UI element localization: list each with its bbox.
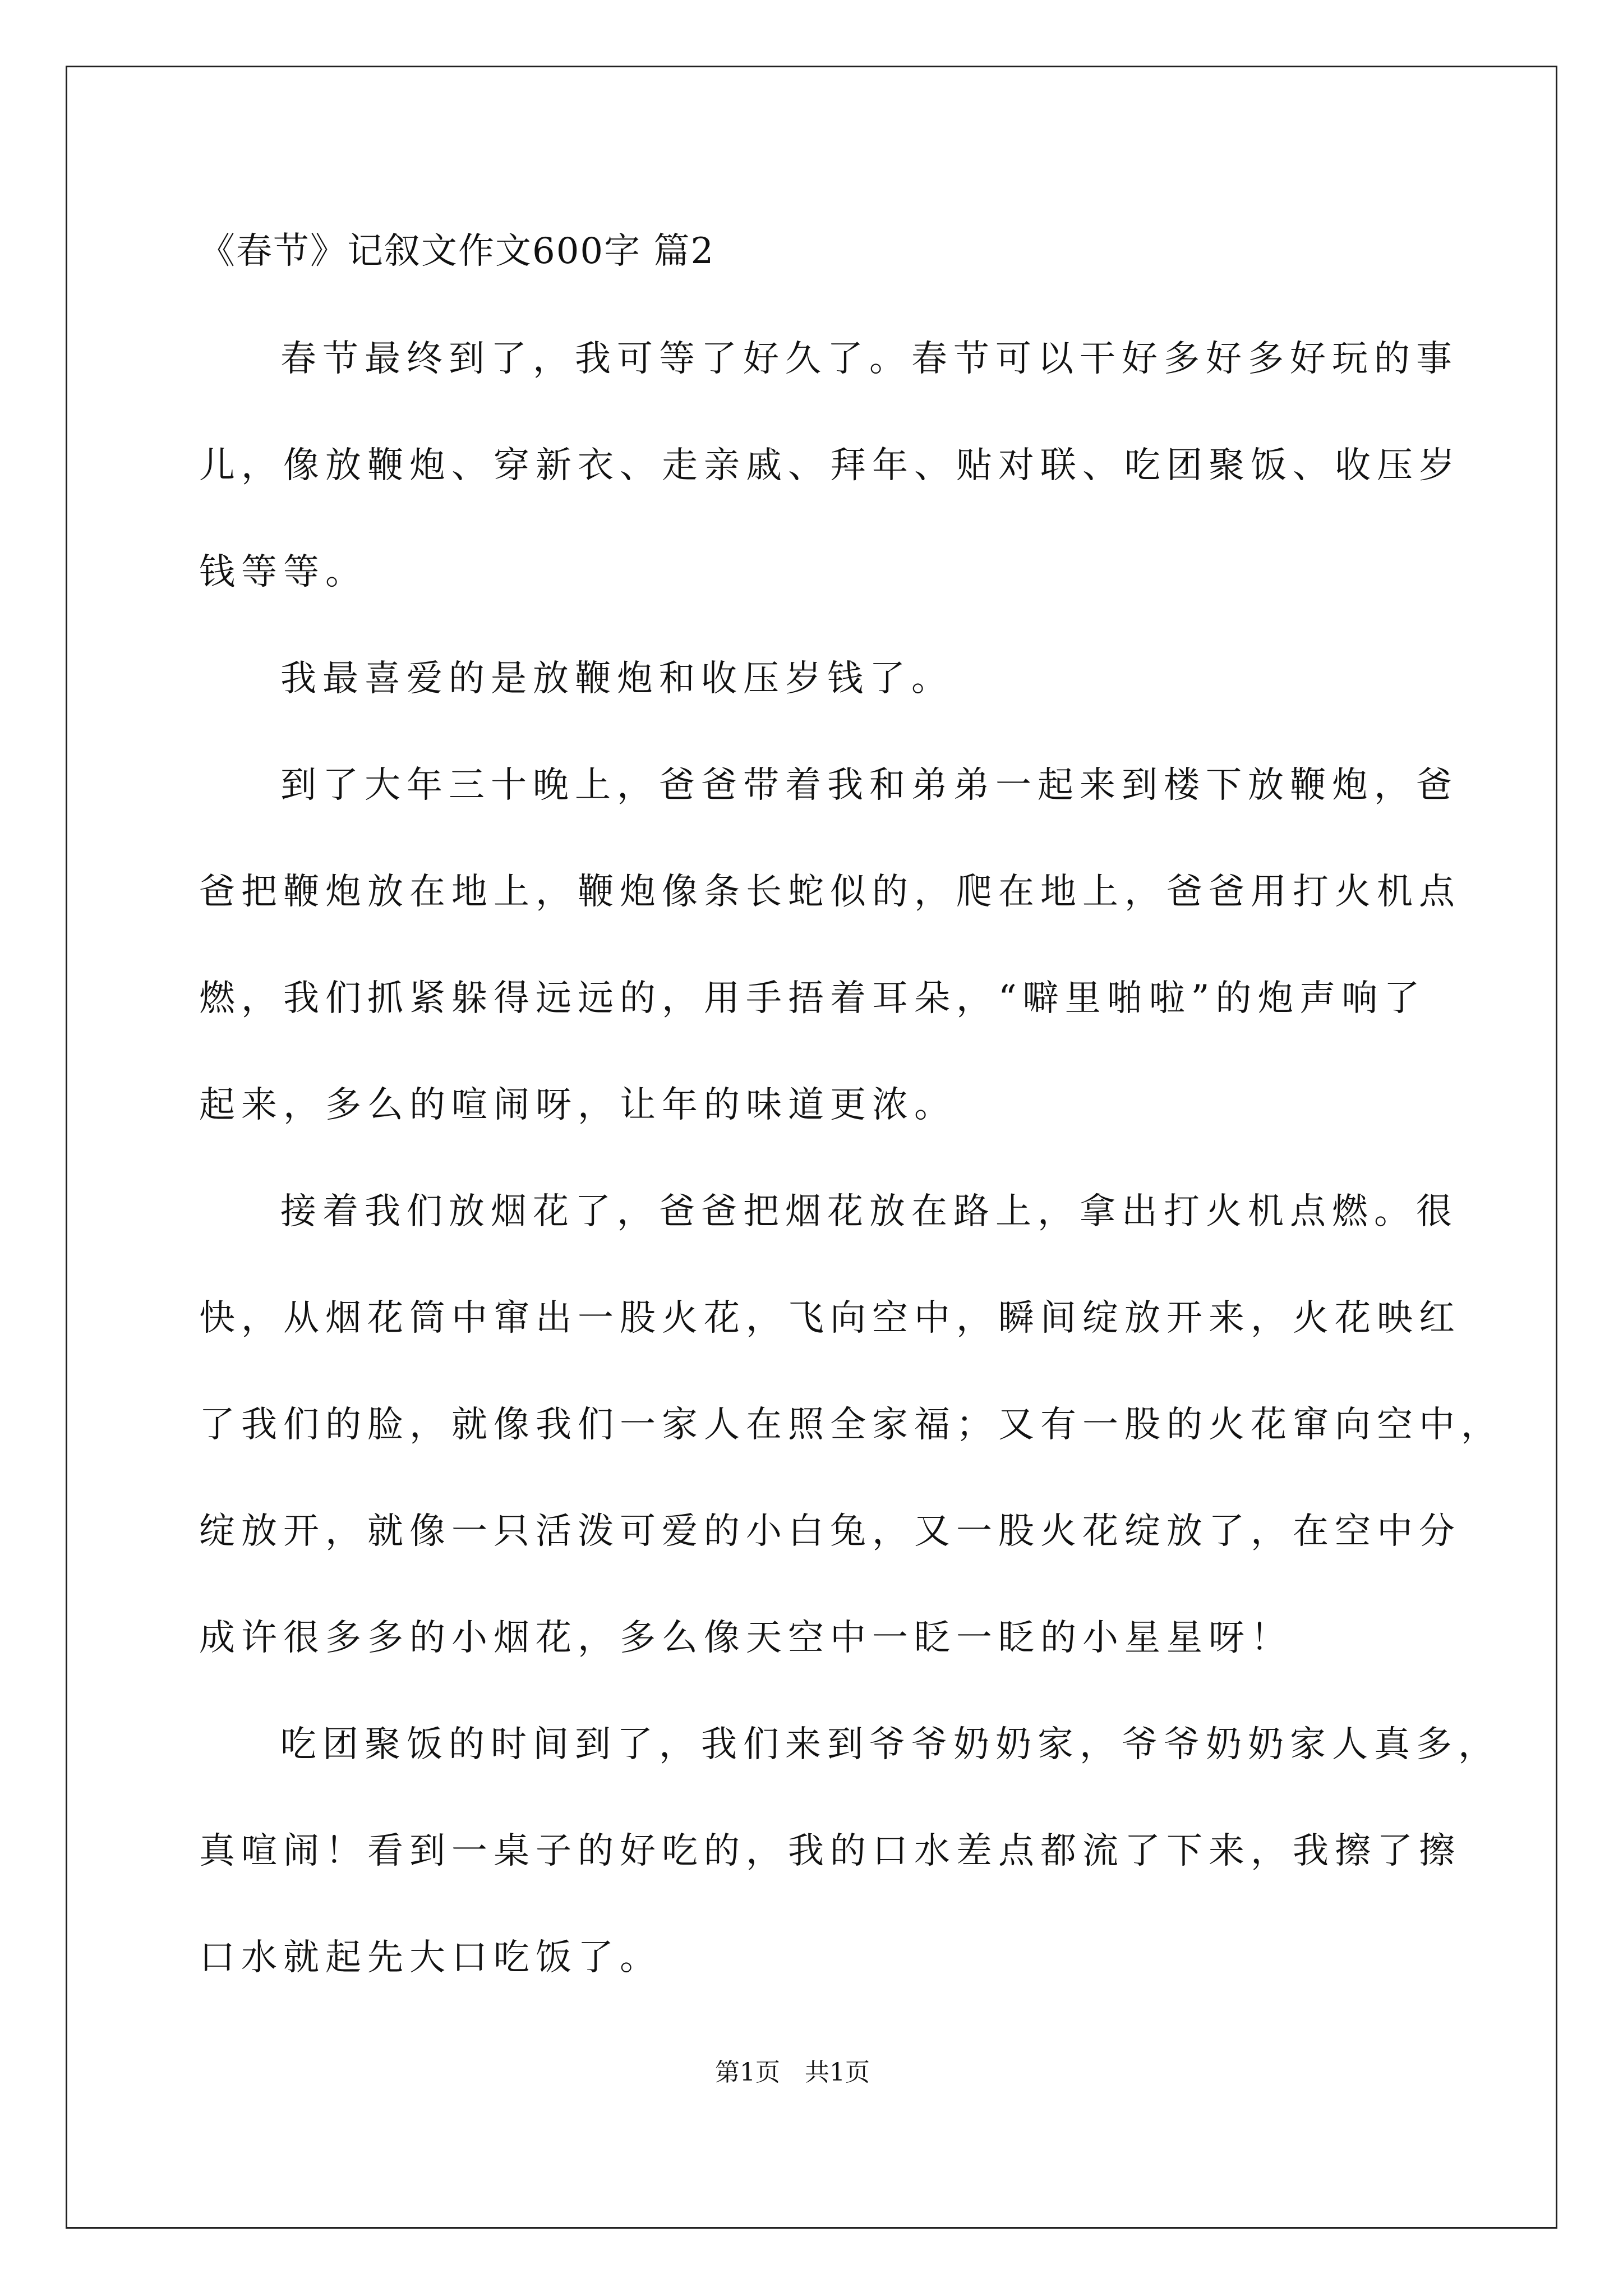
paragraph-line: 起来，多么的喧闹呀，让年的味道更浓。 [199, 1084, 956, 1126]
paragraph-line: 口水就起先大口吃饭了。 [199, 1937, 662, 1978]
paragraph-line: 儿，像放鞭炮、穿新衣、走亲戚、拜年、贴对联、吃团聚饭、收压岁 [199, 445, 1461, 486]
paragraph-line: 真喧闹！看到一桌子的好吃的，我的口水差点都流了下来，我擦了擦 [199, 1830, 1461, 1872]
paragraph-line: 我最喜爱的是放鞭炮和收压岁钱了。 [280, 658, 953, 700]
page-border [66, 66, 1557, 2229]
paragraph-line: 快，从烟花筒中窜出一股火花，飞向空中，瞬间绽放开来，火花映红 [199, 1297, 1461, 1339]
paragraph-line: 燃，我们抓紧躲得远远的，用手捂着耳朵，“噼里啪啦”的炮声响了 [199, 978, 1426, 1019]
paragraph-line: 爸把鞭炮放在地上，鞭炮像条长蛇似的，爬在地上，爸爸用打火机点 [199, 871, 1461, 913]
paragraph-line: 成许很多多的小烟花，多么像天空中一眨一眨的小星星呀！ [199, 1617, 1293, 1659]
paragraph-line: 钱等等。 [199, 551, 367, 593]
document-title: 《春节》记叙文作文600字 篇2 [199, 231, 715, 272]
page-number: 第1页 共1页 [715, 2058, 870, 2087]
paragraph-line: 春节最终到了，我可等了好久了。春节可以干好多好多好玩的事 [280, 338, 1458, 380]
paragraph-line: 吃团聚饭的时间到了，我们来到爷爷奶奶家，爷爷奶奶家人真多， [280, 1724, 1500, 1765]
paragraph-line: 了我们的脸，就像我们一家人在照全家福；又有一股的火花窜向空中， [199, 1404, 1503, 1446]
paragraph-line: 绽放开，就像一只活泼可爱的小白兔，又一股火花绽放了，在空中分 [199, 1511, 1461, 1552]
paragraph-line: 接着我们放烟花了，爸爸把烟花放在路上，拿出打火机点燃。很 [280, 1191, 1458, 1232]
paragraph-line: 到了大年三十晚上，爸爸带着我和弟弟一起来到楼下放鞭炮，爸 [280, 765, 1458, 806]
